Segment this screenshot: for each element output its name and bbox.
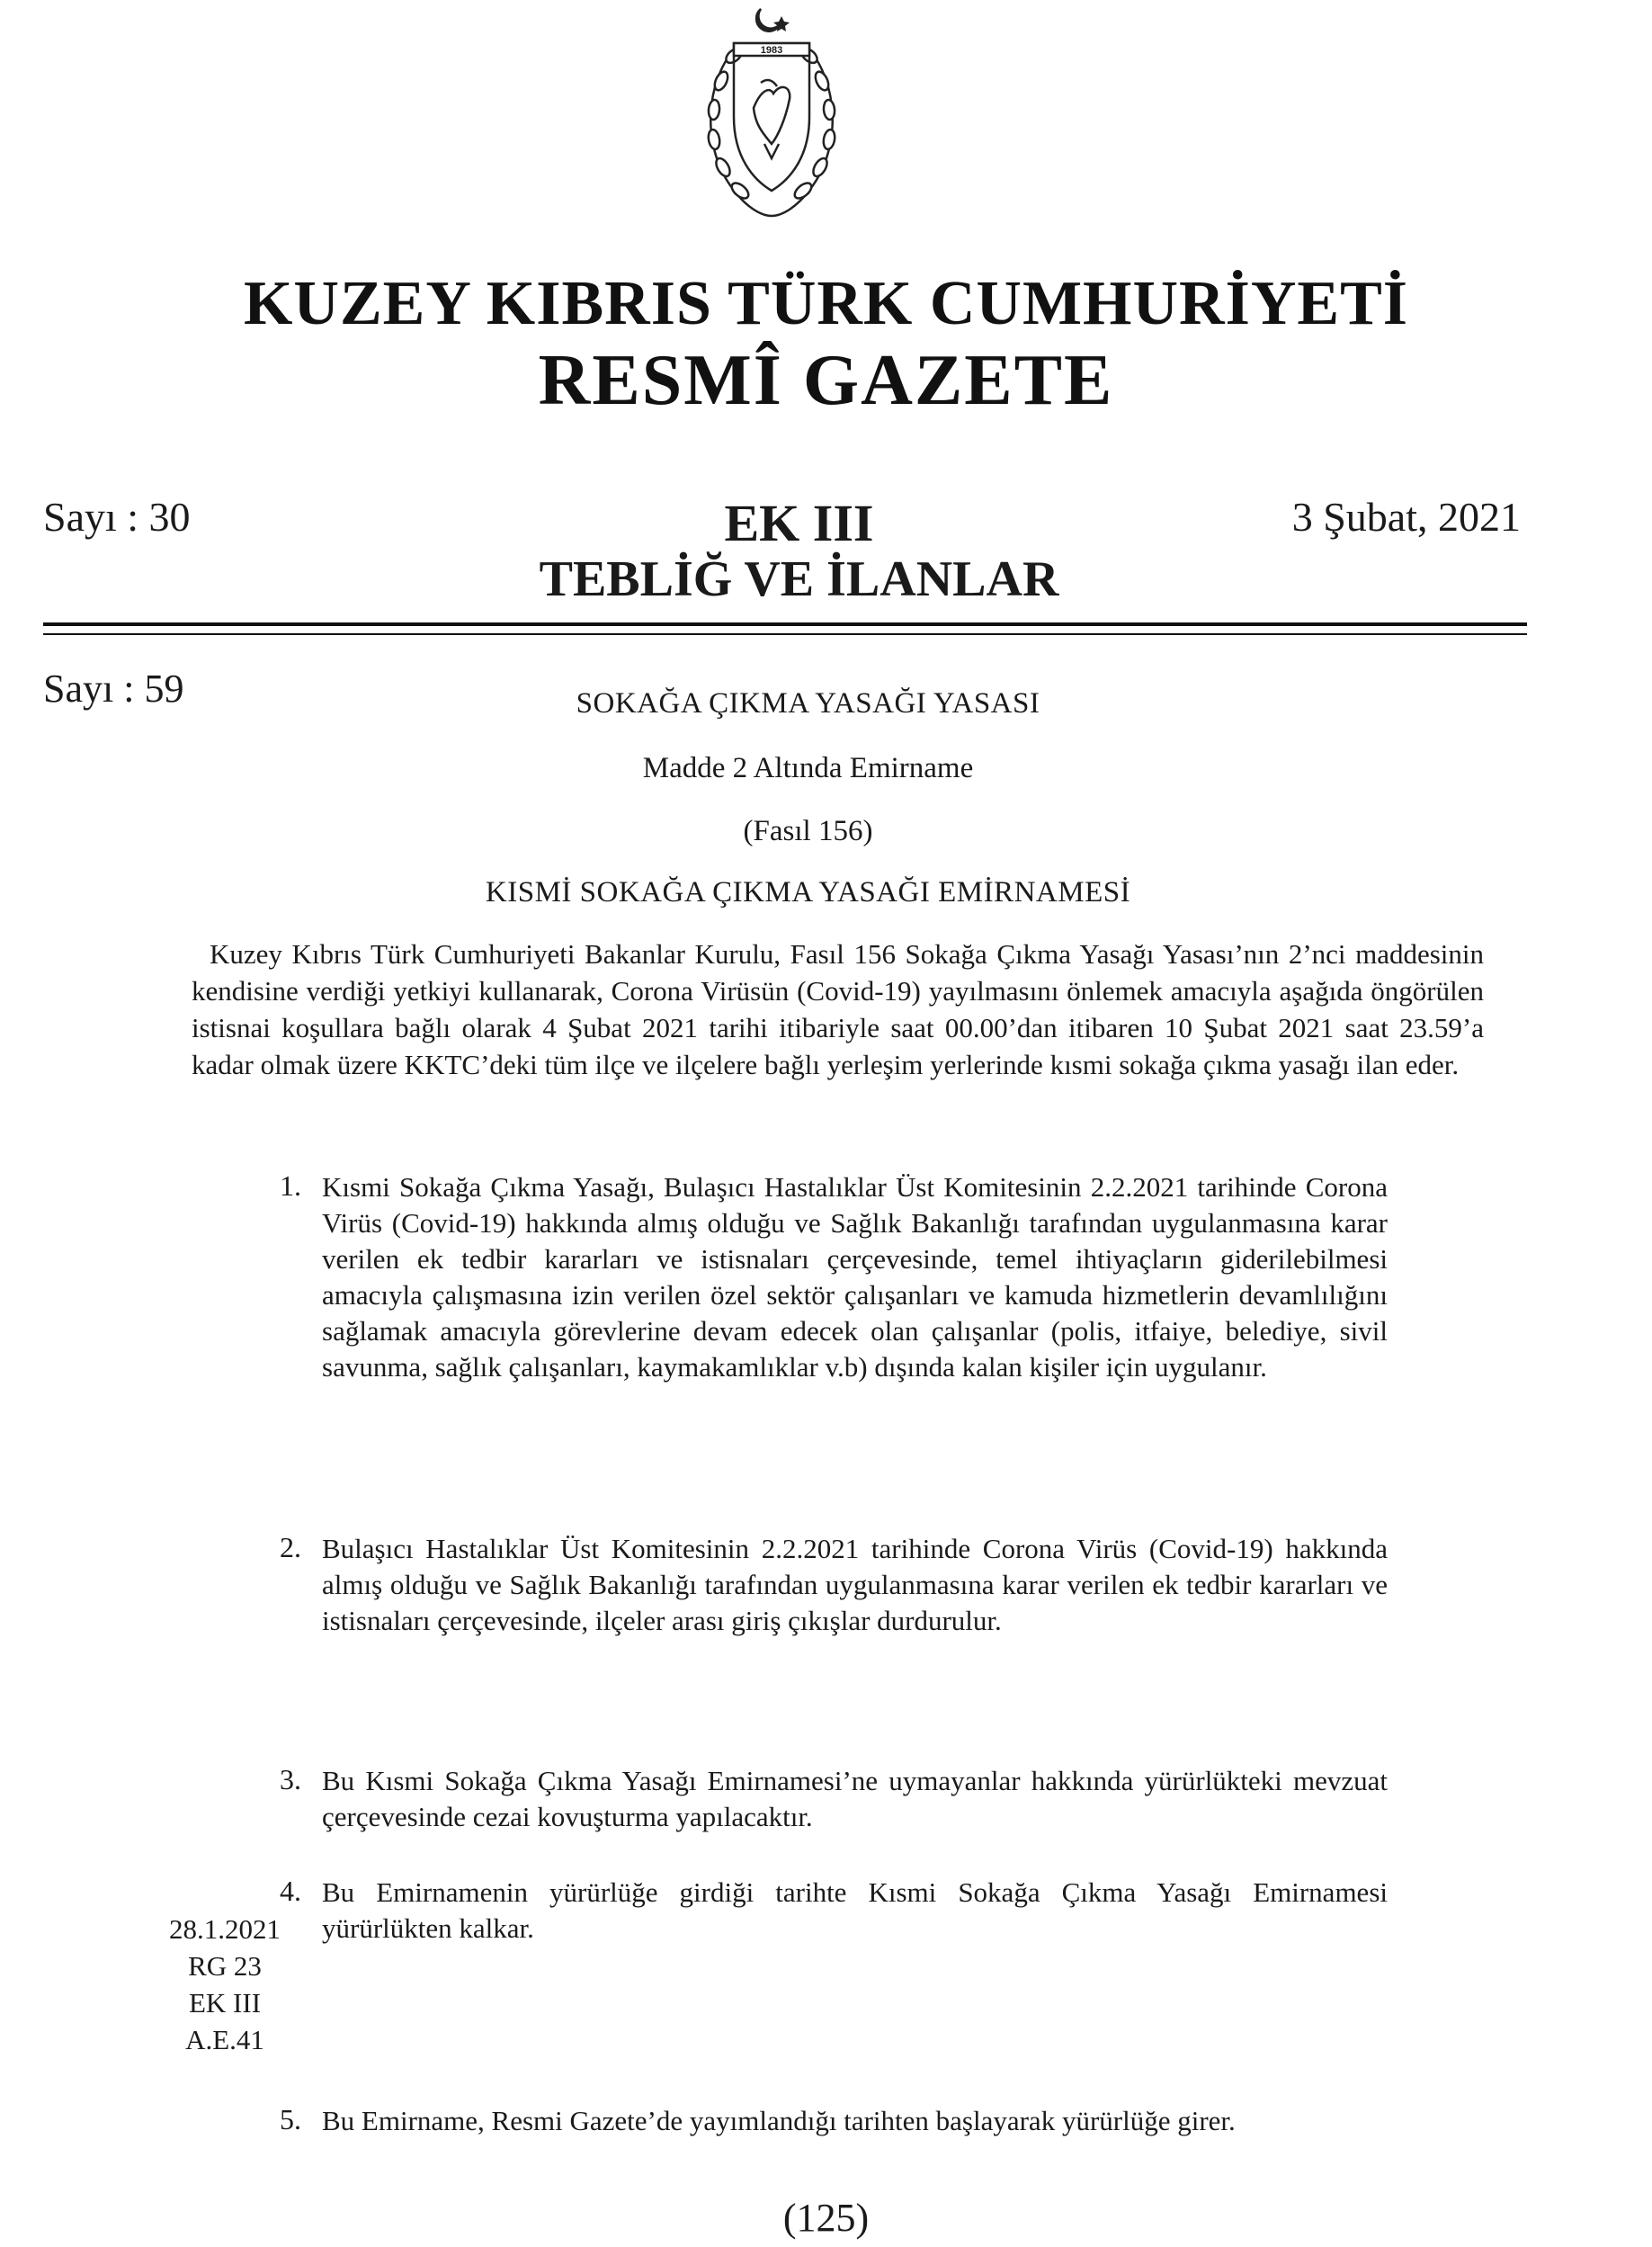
- item-text: Bu Kısmi Sokağa Çıkma Yasağı Emirnamesi’ne uymayanlar hakkında yürürlükteki mevzuat çerçevesinde cezai kovuşturma yapılacaktır.: [322, 1765, 1388, 1832]
- margin-reference-line: RG 23: [188, 1950, 262, 1982]
- country-name: KUZEY KIBRIS TÜRK CUMHURİYETİ: [243, 269, 1409, 338]
- item-number: 3.: [280, 1763, 301, 1795]
- item-number: 5.: [280, 2103, 301, 2135]
- page-number: (125): [782, 2196, 870, 2240]
- margin-reference: [153, 1911, 297, 2058]
- item-text: Bu Emirname, Resmi Gazete’de yayımlandığı tarihten başlayarak yürürlüğe girer.: [322, 2105, 1236, 2136]
- divider-thick: [43, 622, 1527, 626]
- item-text: Bu Emirnamenin yürürlüğe girdiği tarihte Kısmi Sokağa Çıkma Yasağı Emirnamesi yürürlükten kalkar.: [322, 1876, 1388, 1944]
- preamble-paragraph: Kuzey Kıbrıs Türk Cumhuriyeti Bakanlar Kurulu, Fasıl 156 Sokağa Çıkma Yasağı Yasası’nın 2’nci maddesinin kendisine verdiği yetkiyi kullanarak, Corona Virüsün (Covid-19) yayılmasını önlemek amacıyla aşağıda öngörülen istisnai koşullara bağlı olarak 4 Şubat 2021 tarihi itibariyle saat 00.00’dan itibaren 10 Şubat 2021 saat 23.59’a kadar olmak üzere KKTC’deki tüm ilçe ve ilçelere bağlı yerleşim yerlerinde kısmi sokağa çıkma yasağı ilan eder.: [192, 938, 1484, 1080]
- item-text: Kısmi Sokağa Çıkma Yasağı, Bulaşıcı Hastalıklar Üst Komitesinin 2.2.2021 tarihinde Corona Virüs (Covid-19) hakkında almış olduğu ve Sağlık Bakanlığı tarafından uygulanmasına karar verilen ek tedbir kararları ve istisnaları çerçevesinde, temel ihtiyaçların giderilebilmesi amacıyla çalışmasına izin verilen özel sektör çalışanları ve kamuda hizmetlerin devamlılığını sağlamak amacıyla görevlerine devam edecek olan çalışanlar (polis, itfaiye, belediye, sivil savunma, sağlık çalışanları, kaymakamlıklar v.b) dışında kalan kişiler için uygulanır.: [322, 1171, 1388, 1383]
- notice-number: Sayı : 59: [43, 667, 184, 711]
- item-number: 4.: [280, 1875, 301, 1907]
- state-emblem: [655, 0, 889, 234]
- item-number: 1.: [280, 1169, 301, 1202]
- gazette-title: RESMÎ GAZETE: [538, 341, 1114, 420]
- margin-reference-line: EK III: [188, 1987, 262, 2019]
- emblem-year: 1983: [760, 45, 783, 56]
- law-title: SOKAĞA ÇIKMA YASAĞI YASASI: [576, 687, 1040, 720]
- item-number: 2.: [280, 1531, 301, 1563]
- divider-thin: [43, 633, 1527, 635]
- law-article: Madde 2 Altında Emirname: [642, 752, 974, 784]
- margin-reference-line: 28.1.2021: [169, 1913, 281, 1945]
- margin-reference-line: A.E.41: [185, 2024, 264, 2055]
- issue-date: 3 Şubat, 2021: [1291, 494, 1521, 540]
- section-title: TEBLİĞ VE İLANLAR: [539, 551, 1059, 607]
- supplement-label: EK III: [724, 494, 874, 552]
- item-text: Bulaşıcı Hastalıklar Üst Komitesinin 2.2.2021 tarihinde Corona Virüs (Covid-19) hakkında almış olduğu ve Sağlık Bakanlığı tarafından uygulanmasına karar verilen ek tedbir kararları ve istisnaları çerçevesinde, ilçeler arası giriş çıkışlar durdurulur.: [322, 1533, 1388, 1636]
- law-chapter: (Fasıl 156): [743, 815, 873, 847]
- issue-number: Sayı : 30: [43, 494, 191, 540]
- order-name: KISMİ SOKAĞA ÇIKMA YASAĞI EMİRNAMESİ: [485, 876, 1131, 909]
